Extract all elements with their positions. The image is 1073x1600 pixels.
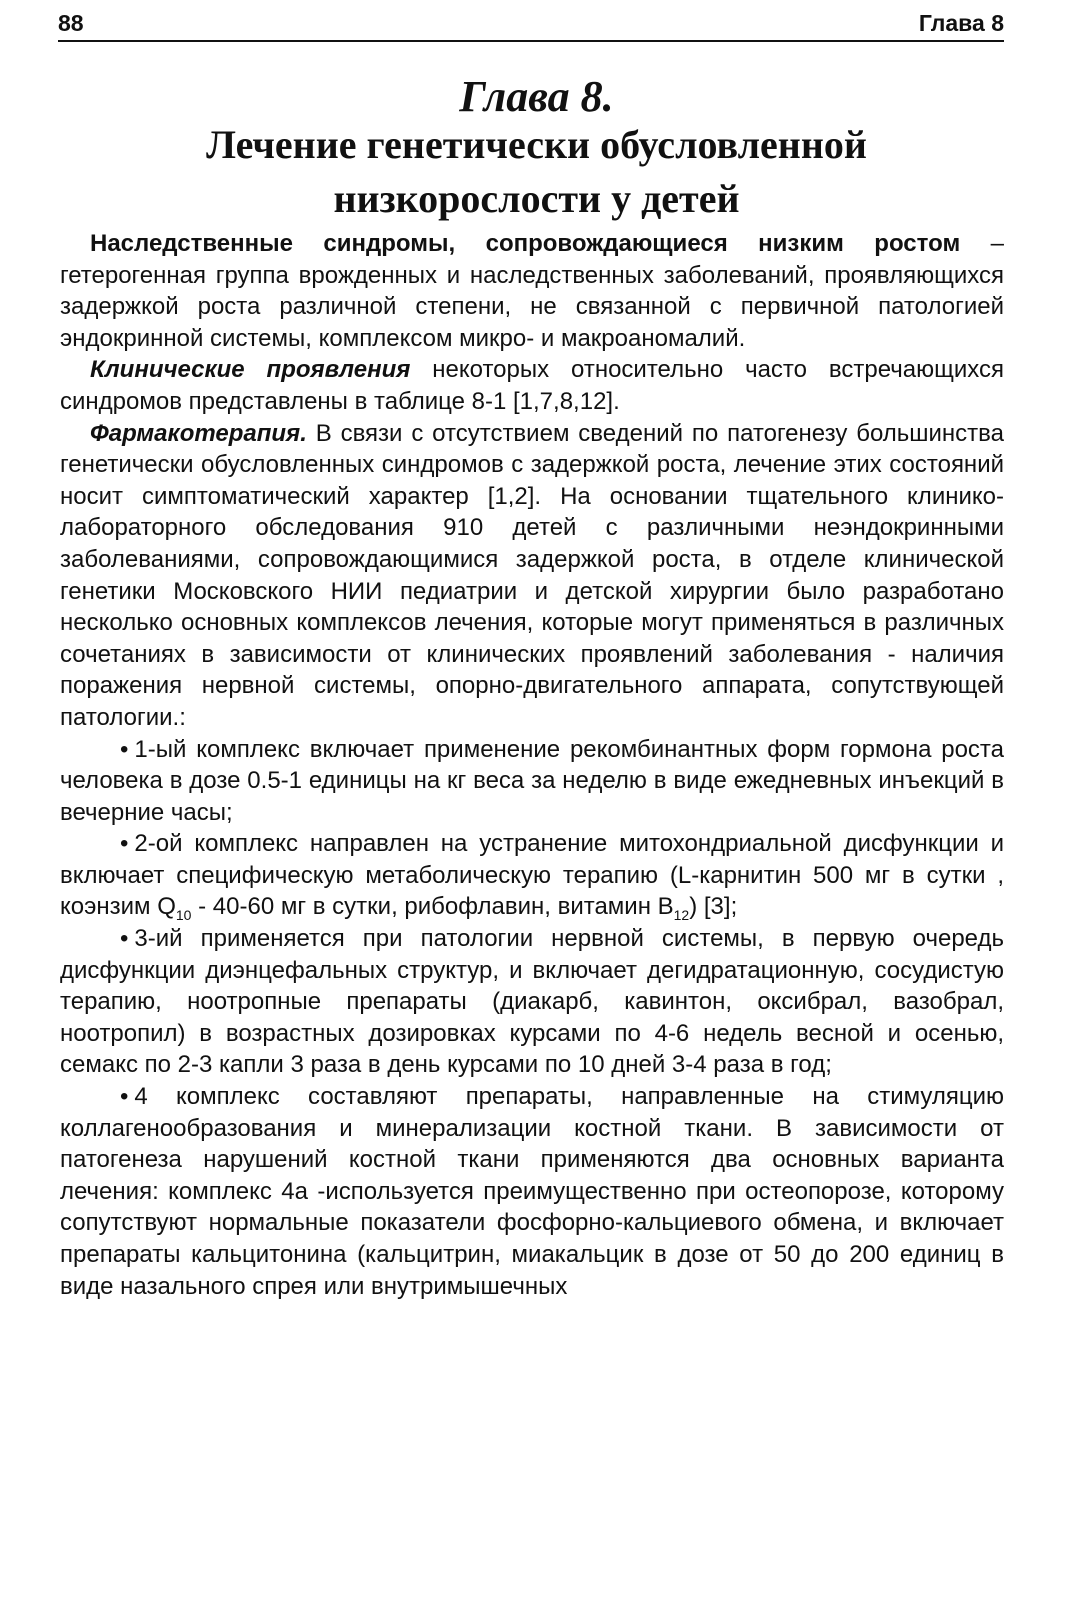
paragraph-pharmacotherapy bbox=[60, 418, 1004, 734]
bullet-icon: • bbox=[120, 1083, 129, 1111]
running-header bbox=[58, 6, 1004, 42]
subscript: 12 bbox=[673, 907, 690, 924]
list-item-text: 4 комплекс составляют препараты, направленные на стимуляцию коллагенообразования и минерализации костной ткани. В зависимости от патогенеза нарушений костной ткани применяются два основных варианта лечения: комплекс 4а -используется преимущественно при остеопорозе, которому сопутствуют нормальные показатели фосфорно-кальциевого обмена, и включает препараты кальцитонина (кальцитрин, миакальцик в дозе от 50 до 200 единиц в виде назального спрея или внутримышечных bbox=[60, 1083, 1004, 1300]
list-item-text: ) [3]; bbox=[689, 893, 738, 921]
list-item bbox=[60, 1081, 1004, 1302]
chapter-label: Глава 8. bbox=[459, 72, 614, 121]
paragraph-text: – гетерогенная группа врожденных и наследственных заболеваний, проявляющихся задержкой роста различной степени, не связанной с первичной патологией эндокринной системы, комплексом микро- и макроаномалий. bbox=[60, 230, 1005, 352]
paragraph-clinical-manifestations bbox=[60, 354, 1004, 417]
page-number: 88 bbox=[58, 10, 84, 36]
running-chapter-title: Глава 8 bbox=[918, 10, 1004, 36]
list-item bbox=[60, 828, 1004, 923]
list-item-text: - 40-60 мг в сутки, рибофлавин, витамин В bbox=[191, 893, 674, 921]
bullet-icon: • bbox=[120, 925, 129, 953]
list-item bbox=[60, 923, 1004, 1081]
paragraph-hereditary-syndromes bbox=[60, 228, 1004, 354]
paragraph-lead-term: Фармакотерапия. bbox=[90, 419, 307, 447]
list-item bbox=[60, 734, 1004, 829]
subscript: 10 bbox=[175, 907, 192, 924]
bullet-icon: • bbox=[120, 735, 129, 763]
list-item-text: 2-ой комплекс направлен на устранение митохондриальной дисфункции и включает специфическую метаболическую терапию (L-карнитин 500 мг в сутки , коэнзим Q bbox=[60, 830, 1004, 921]
paragraph-text: некоторых относительно часто встречающихся синдромов представлены в таблице 8-1 [1,7,8,12]. bbox=[60, 356, 1004, 415]
list-item-text: 1-ый комплекс включает применение рекомбинантных форм гормона роста человека в дозе 0.5-1 единицы на кг веса за неделю в виде ежедневных инъекций в вечерние часы; bbox=[60, 735, 1004, 826]
bullet-icon: • bbox=[120, 830, 129, 858]
paragraph-lead-term: Клинические проявления bbox=[90, 356, 411, 384]
paragraph-lead-term: Наследственные синдромы, сопровождающиеся низким ростом bbox=[90, 230, 961, 257]
chapter-title: Лечение генетически обусловленной низкорослости у детей bbox=[206, 122, 867, 221]
body-text bbox=[60, 228, 1004, 1302]
list-item-text: 3-ий применяется при патологии нервной системы, в первую очередь дисфункции диэнцефальных структур, и включает дегидратационную, сосудистую терапию, ноотропные препараты (диакарб, кавинтон, оксибрал, вазобрал, ноотропил) в возрастных дозировках курсами по 4-6 недель весной и осенью, семакс по 2-3 капли 3 раза в день курсами по 10 дней 3-4 раза в год; bbox=[60, 925, 1004, 1079]
paragraph-text: В связи с отсутствием сведений по патогенезу большинства генетически обусловленных синдромов с задержкой роста, лечение этих состояний носит симптоматический характер [1,2]. На основании тщательного клинико-лабораторного обследования 910 детей с различными неэндокринными заболеваниями, сопровождающимися задержкой роста, в отделе клинической генетики Московского НИИ педиатрии и детской хирургии было разработано несколько основных комплексов лечения, которые могут применяться в различных сочетаниях в зависимости от клинических проявлений заболевания - наличия поражения нервной системы, опорно-двигательного аппарата, сопутствующей патологии.: bbox=[60, 419, 1004, 731]
